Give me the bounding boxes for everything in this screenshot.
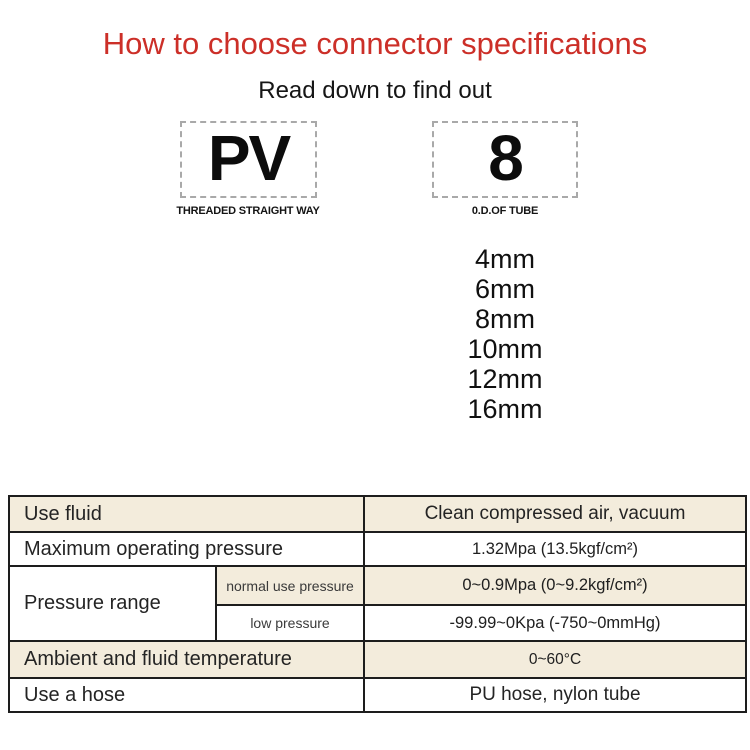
use-fluid-value: Clean compressed air, vacuum: [364, 496, 746, 532]
page-title: How to choose connector specifications: [102, 26, 648, 61]
series-code-caption: THREADED STRAIGHT WAY: [176, 205, 320, 217]
use-fluid-label: Use fluid: [9, 496, 364, 532]
tube-size-option: 16mm: [467, 394, 543, 424]
table-row-temperature: [9, 641, 746, 678]
hose-label: Use a hose: [9, 678, 364, 712]
max-pressure-value: 1.32Mpa (13.5kgf/cm²): [364, 532, 746, 566]
tube-size-list: [420, 244, 590, 424]
tube-size-option: 8mm: [475, 304, 535, 334]
series-code-box: [180, 121, 317, 198]
tube-od-box: [432, 121, 578, 198]
tube-od-value: 8: [488, 121, 522, 194]
normal-use-pressure-label: normal use pressure: [216, 566, 364, 605]
table-row-hose: [9, 678, 746, 712]
pressure-range-label: Pressure range: [9, 566, 216, 641]
temperature-value: 0~60°C: [364, 641, 746, 678]
tube-od-caption: 0.D.OF TUBE: [471, 205, 539, 217]
normal-use-pressure-value: 0~0.9Mpa (0~9.2kgf/cm²): [364, 566, 746, 605]
page-subtitle: Read down to find out: [258, 77, 492, 104]
tube-size-option: 12mm: [467, 364, 543, 394]
tube-size-option: 6mm: [475, 274, 535, 304]
max-pressure-label: Maximum operating pressure: [9, 532, 364, 566]
spec-table: [8, 495, 747, 713]
low-pressure-value: -99.99~0Kpa (-750~0mmHg): [364, 605, 746, 641]
table-row-max-pressure: [9, 532, 746, 566]
tube-size-option: 4mm: [475, 244, 535, 274]
low-pressure-label: low pressure: [216, 605, 364, 641]
table-row-pressure-range-normal: [9, 566, 746, 605]
temperature-label: Ambient and fluid temperature: [9, 641, 364, 678]
tube-size-option: 10mm: [467, 334, 543, 364]
series-code: PV: [207, 121, 290, 194]
table-row-use-fluid: [9, 496, 746, 532]
hose-value: PU hose, nylon tube: [364, 678, 746, 712]
